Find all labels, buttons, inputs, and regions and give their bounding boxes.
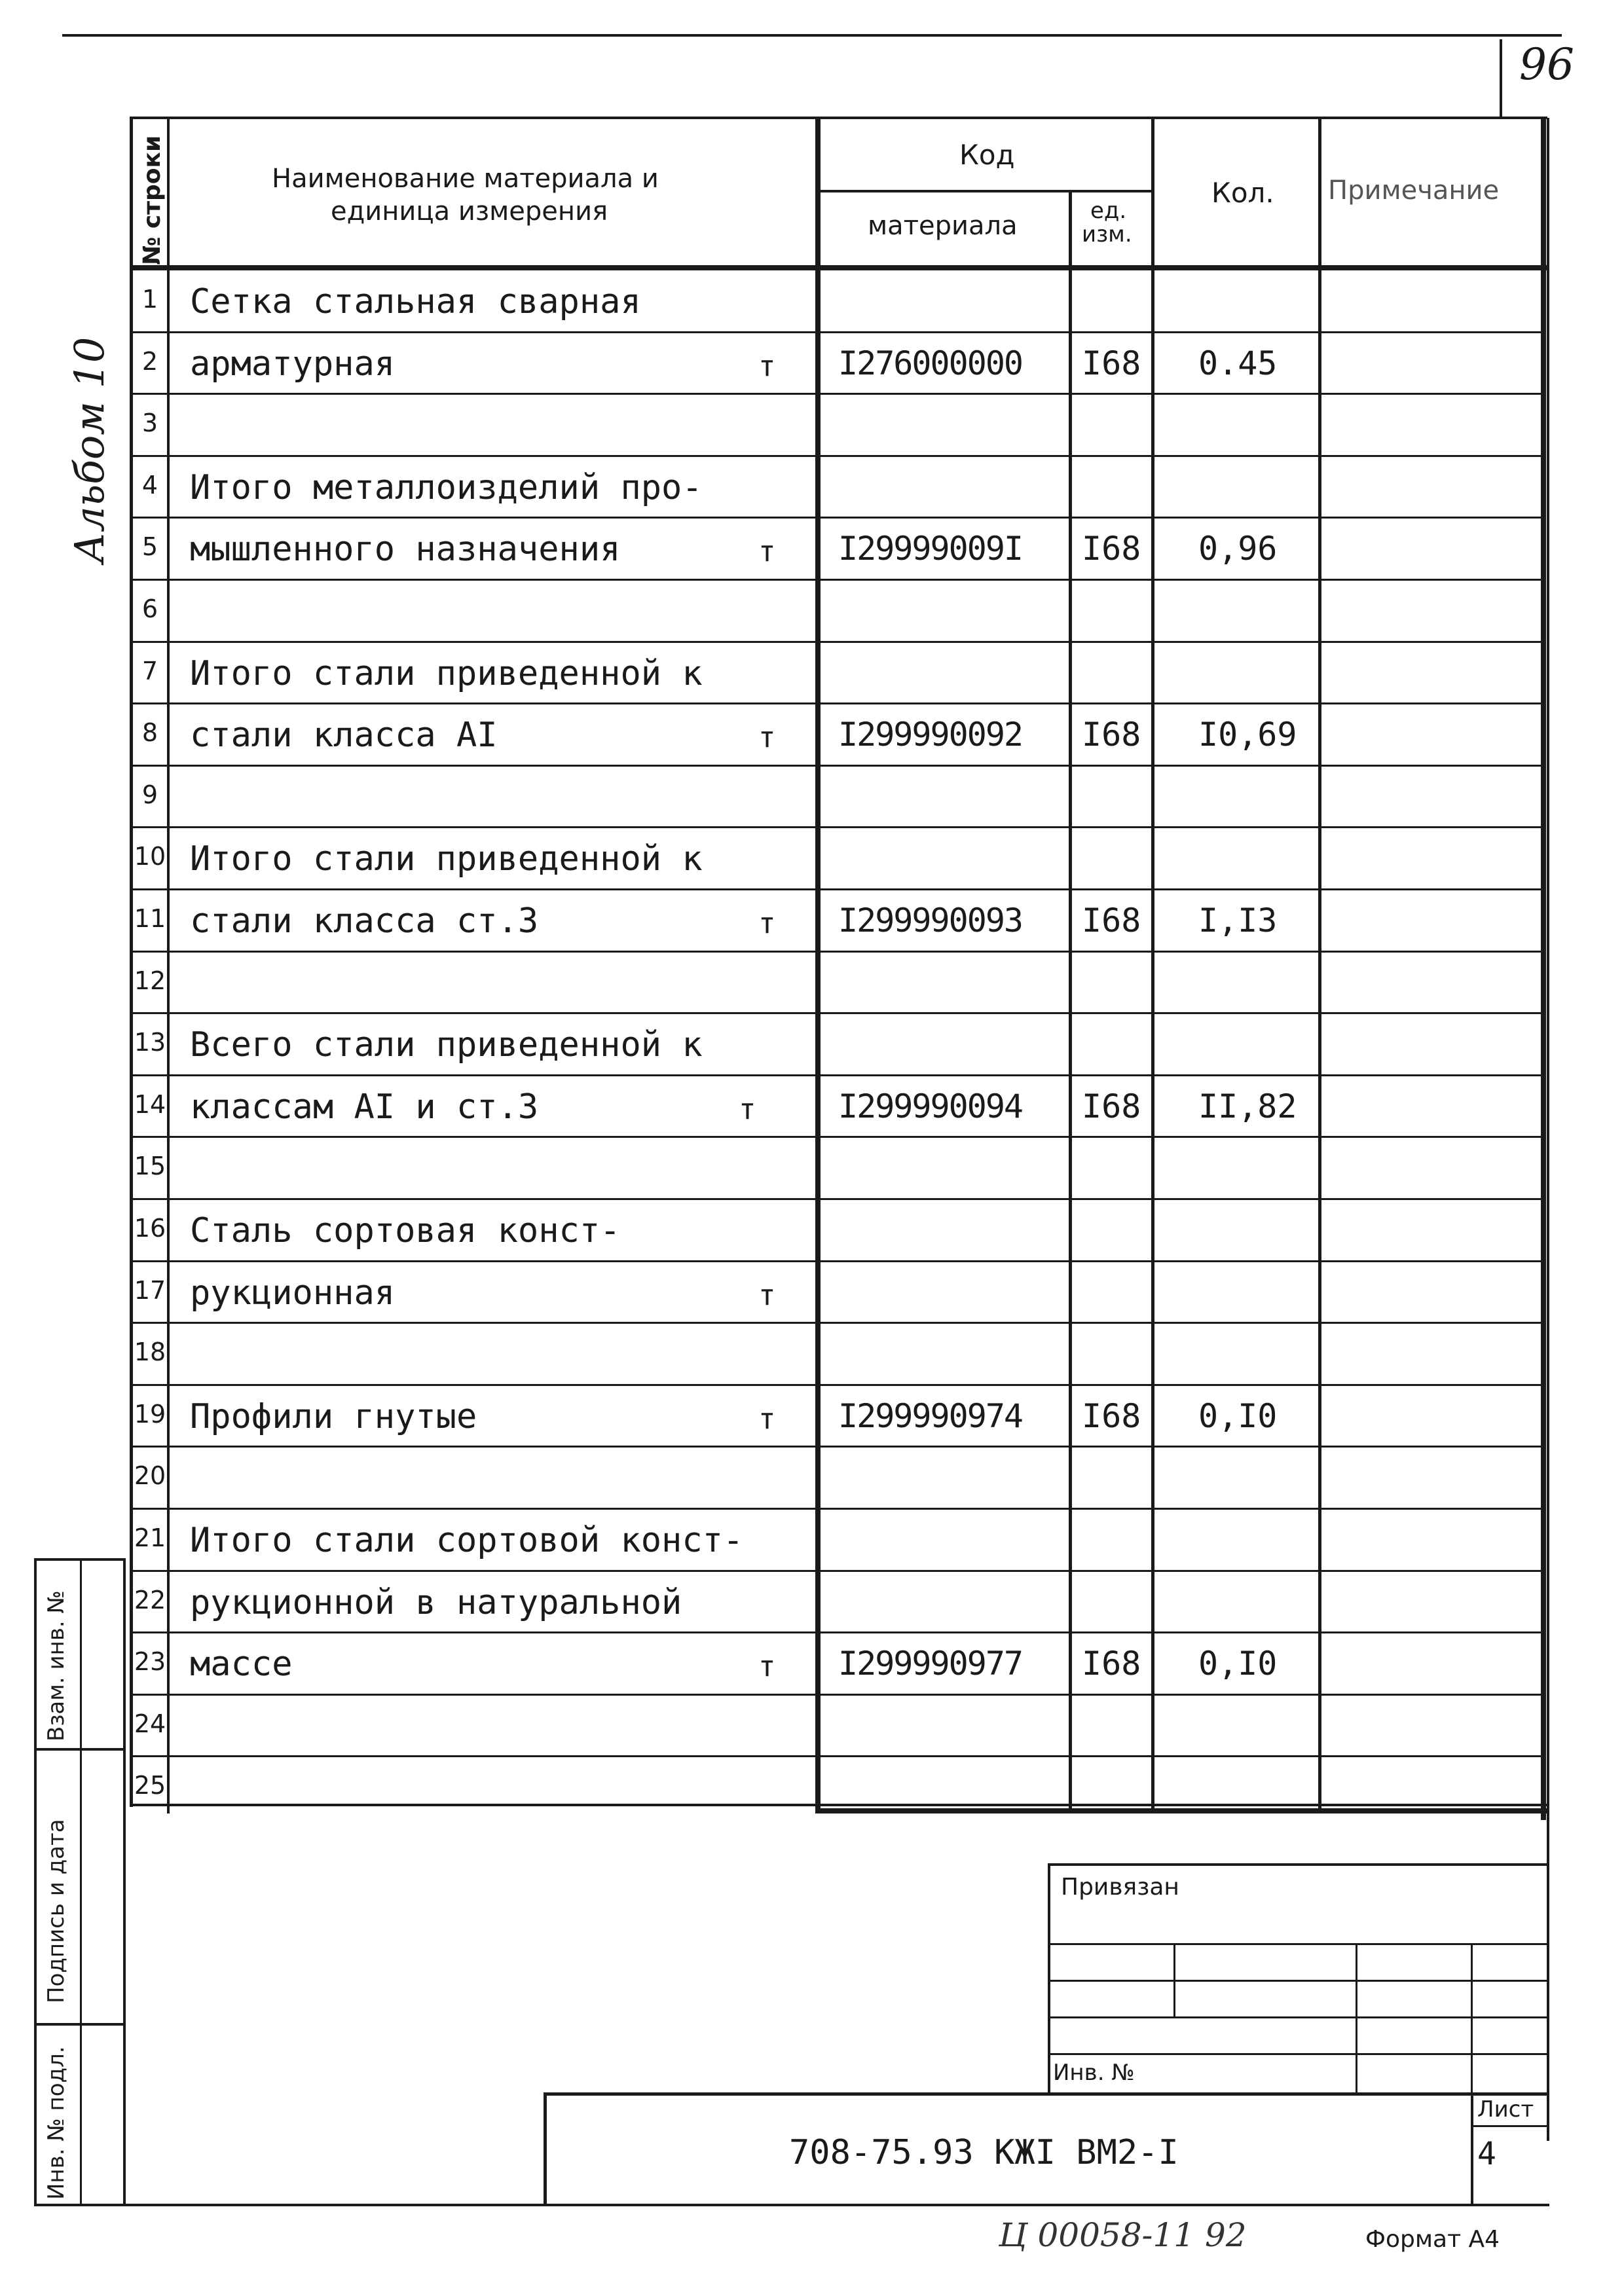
side-stamp-right-border xyxy=(123,1558,126,2206)
row-material-code: I299990974 xyxy=(838,1396,1023,1435)
row-divider xyxy=(130,826,1544,828)
row-material-code: I299990092 xyxy=(838,716,1023,754)
privyazan-col2 xyxy=(1356,1943,1357,2094)
row-number: 1 xyxy=(141,285,158,314)
row-name: рукционная xyxy=(190,1273,396,1313)
row-divider xyxy=(130,517,1544,519)
kod-sub-line xyxy=(821,190,1151,192)
row-divider xyxy=(130,1755,1544,1757)
unit-col-divider xyxy=(1151,118,1154,1813)
side-stamp-div1 xyxy=(34,1748,126,1751)
row-unit-code: I68 xyxy=(1082,344,1141,382)
format-label: Формат А4 xyxy=(1365,2226,1500,2253)
row-number: 16 xyxy=(134,1214,166,1243)
header-code: Код xyxy=(959,139,1015,171)
privyazan-line4 xyxy=(1048,2053,1549,2055)
privyazan-line1 xyxy=(1048,1943,1549,1945)
row-number: 4 xyxy=(141,470,158,500)
row-name: массе xyxy=(190,1645,293,1685)
row-unit: т xyxy=(758,349,776,383)
row-divider xyxy=(130,1508,1544,1510)
privyazan-col3 xyxy=(1471,1943,1473,2094)
row-name: стали класса ст.3 xyxy=(190,902,539,941)
privyazan-label: Привязан xyxy=(1061,1874,1179,1901)
row-material-code: I299990093 xyxy=(838,902,1023,939)
row-name: Сталь сортовая конст- xyxy=(190,1211,621,1250)
header-material: материала xyxy=(868,211,1018,241)
row-divider xyxy=(130,1384,1544,1386)
header-row-number: № строки xyxy=(139,135,166,265)
doc-code: 708-75.93 КЖI ВМ2-I xyxy=(789,2133,1179,2172)
row-number: 8 xyxy=(141,718,158,748)
row-divider xyxy=(130,393,1544,395)
row-divider xyxy=(130,702,1544,704)
stamp-inv-podl: Инв. № подл. xyxy=(43,2046,69,2200)
row-number: 23 xyxy=(134,1647,166,1677)
row-number: 7 xyxy=(141,656,158,685)
row-unit: т xyxy=(758,721,776,755)
privyazan-line3 xyxy=(1048,2016,1549,2018)
row-name: Итого стали приведенной к xyxy=(190,839,703,879)
header-note: Примечание xyxy=(1328,175,1500,206)
side-stamp-left-border xyxy=(34,1558,37,2206)
doc-block-left xyxy=(544,2092,547,2206)
header-bottom-line xyxy=(130,265,1547,270)
page-right-border xyxy=(1547,118,1549,2141)
header-name-line1: Наименование материала и xyxy=(272,164,659,194)
row-number: 2 xyxy=(141,346,158,376)
row-divider xyxy=(130,455,1544,457)
row-number: 22 xyxy=(134,1585,166,1614)
privyazan-top xyxy=(1048,1863,1549,1866)
row-material-code: I299990977 xyxy=(838,1645,1023,1683)
album-label: Альбом 10 xyxy=(65,337,113,563)
row-unit-code: I68 xyxy=(1082,1087,1141,1125)
stamp-vzam-inv: Взам. инв. № xyxy=(43,1590,69,1741)
row-number: 25 xyxy=(134,1771,166,1800)
row-number: 24 xyxy=(134,1709,166,1738)
row-quantity: I0,69 xyxy=(1198,716,1297,754)
row-number: 20 xyxy=(134,1461,166,1491)
row-unit: т xyxy=(758,535,776,569)
row-name: Профили гнутые xyxy=(190,1396,477,1436)
row-name: рукционной в натуральной xyxy=(190,1582,682,1622)
privyazan-left xyxy=(1048,1863,1050,2095)
stamp-podpis-data: Подпись и дата xyxy=(43,1819,69,2003)
row-unit: т xyxy=(739,1092,756,1126)
row-number: 12 xyxy=(134,966,166,995)
row-unit: т xyxy=(758,1278,776,1312)
sheet-col-left xyxy=(1471,2092,1473,2206)
row-material-code: I299990094 xyxy=(838,1087,1023,1125)
row-number: 15 xyxy=(134,1152,166,1181)
row-divider xyxy=(130,579,1544,581)
row-unit-code: I68 xyxy=(1082,902,1141,939)
name-col-divider xyxy=(815,118,821,1813)
row-number: 18 xyxy=(134,1338,166,1367)
table-left-border xyxy=(130,118,133,1807)
sheet-label: Лист xyxy=(1477,2096,1534,2123)
row-quantity: I,I3 xyxy=(1198,902,1278,939)
side-stamp-div2 xyxy=(34,2023,126,2026)
row-material-code: I276000000 xyxy=(838,344,1023,382)
row-number: 21 xyxy=(134,1523,166,1552)
row-quantity: 0.45 xyxy=(1198,344,1278,382)
row-unit: т xyxy=(758,1650,776,1684)
header-unit-line1: ед. xyxy=(1090,198,1127,224)
row-divider xyxy=(130,888,1544,890)
row-material-code: I29999009I xyxy=(838,530,1023,568)
row-divider xyxy=(130,1136,1544,1138)
row-number: 5 xyxy=(141,532,158,562)
row-quantity: II,82 xyxy=(1198,1087,1297,1125)
row-divider xyxy=(130,641,1544,643)
row-name: Сетка стальная сварная xyxy=(190,282,641,321)
row-divider xyxy=(130,951,1544,953)
handwritten-code: Ц 00058-11 92 xyxy=(999,2216,1247,2254)
row-quantity: 0,96 xyxy=(1198,530,1278,568)
row-divider xyxy=(130,1074,1544,1076)
body-bottom-line xyxy=(130,1804,1547,1806)
row-divider xyxy=(130,1322,1544,1324)
top-border-line xyxy=(62,34,1562,37)
inv-no-label: Инв. № xyxy=(1053,2060,1135,2086)
table-bottom-line xyxy=(815,1808,1547,1813)
row-unit: т xyxy=(758,907,776,940)
row-unit-code: I68 xyxy=(1082,716,1141,754)
row-number: 19 xyxy=(134,1399,166,1429)
row-name: Всего стали приведенной к xyxy=(190,1025,703,1065)
row-divider xyxy=(130,1260,1544,1262)
row-unit-code: I68 xyxy=(1082,1396,1141,1435)
row-divider xyxy=(130,765,1544,767)
row-unit: т xyxy=(758,1402,776,1436)
rownum-col-divider xyxy=(167,118,170,1813)
privyazan-line2 xyxy=(1048,1980,1549,1982)
row-divider xyxy=(130,331,1544,333)
row-divider xyxy=(130,1694,1544,1696)
sheet-col-mid xyxy=(1471,2125,1549,2127)
row-name: Итого стали сортовой конст- xyxy=(190,1521,744,1560)
row-number: 14 xyxy=(134,1089,166,1119)
doc-block-top xyxy=(545,2092,1549,2096)
row-name: мышленного назначения xyxy=(190,530,621,570)
row-unit-code: I68 xyxy=(1082,1645,1141,1683)
qty-col-divider xyxy=(1318,118,1321,1813)
header-qty: Кол. xyxy=(1211,177,1274,209)
row-name: Итого металлоизделий про- xyxy=(190,467,703,507)
row-name: стали класса AI xyxy=(190,716,498,756)
row-number: 9 xyxy=(141,780,158,809)
row-name: классам AI и ст.3 xyxy=(190,1087,539,1127)
row-quantity: 0,I0 xyxy=(1198,1396,1278,1435)
header-unit-line2: изм. xyxy=(1082,221,1132,247)
row-divider xyxy=(130,1012,1544,1014)
side-stamp-bottom xyxy=(34,2204,1549,2206)
row-divider xyxy=(130,1631,1544,1633)
row-divider xyxy=(130,1198,1544,1200)
row-unit-code: I68 xyxy=(1082,530,1141,568)
row-divider xyxy=(130,1570,1544,1572)
privyazan-col1 xyxy=(1173,1943,1175,2016)
header-name-line2: единица измерения xyxy=(331,196,608,227)
row-number: 6 xyxy=(141,594,158,623)
row-name: Итого стали приведенной к xyxy=(190,653,703,693)
row-quantity: 0,I0 xyxy=(1198,1645,1278,1683)
header-top-line xyxy=(130,117,1547,119)
row-divider xyxy=(130,1446,1544,1448)
row-number: 10 xyxy=(134,842,166,871)
side-stamp-top xyxy=(34,1558,126,1561)
page-number: 96 xyxy=(1519,39,1574,90)
row-number: 3 xyxy=(141,409,158,438)
page-number-box-left xyxy=(1500,39,1502,118)
row-name: арматурная xyxy=(190,344,396,384)
row-number: 17 xyxy=(134,1275,166,1305)
side-stamp-mid-border xyxy=(80,1558,82,2206)
row-number: 13 xyxy=(134,1028,166,1057)
table-right-border xyxy=(1541,118,1546,1820)
row-number: 11 xyxy=(134,904,166,933)
sheet-number: 4 xyxy=(1477,2136,1496,2172)
